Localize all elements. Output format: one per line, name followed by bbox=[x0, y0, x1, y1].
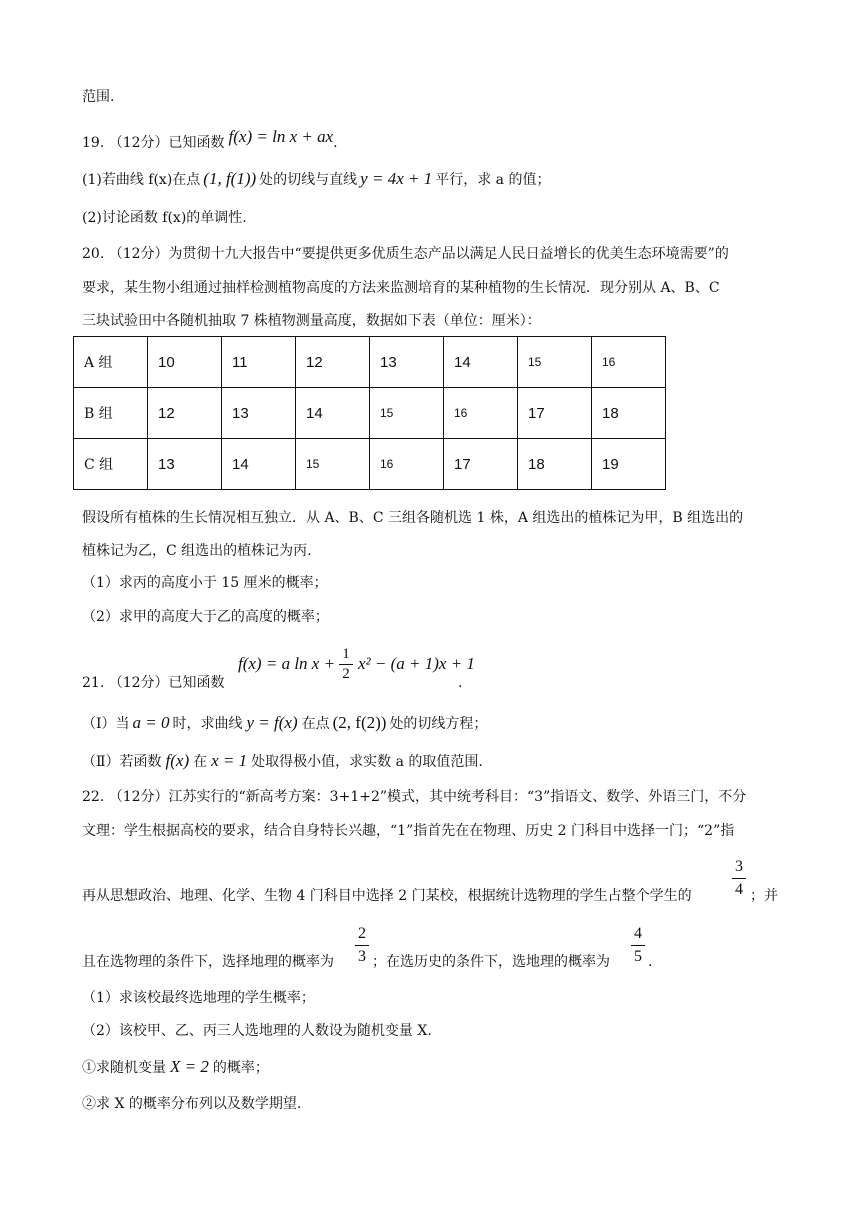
fraction: 2 3 bbox=[355, 923, 369, 968]
question-22-part-2b: ②求 X 的概率分布列以及数学期望. bbox=[82, 1096, 302, 1112]
fraction: 4 5 bbox=[631, 923, 645, 968]
table-cell: 13 bbox=[370, 337, 444, 388]
text-line: ；在选历史的条件下，选地理的概率为 bbox=[372, 954, 610, 970]
text-line: 范围. bbox=[82, 89, 115, 105]
table-cell: 15 bbox=[370, 388, 444, 439]
row-label: B 组 bbox=[74, 388, 148, 439]
table-cell: 14 bbox=[444, 337, 518, 388]
fraction: 3 4 bbox=[732, 856, 746, 901]
question-20-line: 20. （12分）为贯彻十九大报告中“要提供更多优质生态产品以满足人民日益增长的优美生态环境需要”的 bbox=[82, 246, 729, 262]
question-21-part-2: （Ⅱ）若函数 f(x) 在 x = 1 处取得极小值，求实数 a 的取值范围. bbox=[82, 751, 483, 770]
text-line: . bbox=[648, 954, 653, 970]
question-22-part-2a: ①求随机变量 X = 2 的概率； bbox=[82, 1057, 269, 1076]
table-cell: 12 bbox=[296, 337, 370, 388]
question-20-line: 要求，某生物小组通过抽样检测植物高度的方法来监测培育的某种植物的生长情况．现分别从 A、B、C bbox=[82, 280, 720, 296]
table-cell: 19 bbox=[592, 439, 666, 490]
formula: (1, f(1)) bbox=[203, 169, 257, 188]
question-22-part-1: （1）求该校最终选地理的学生概率； bbox=[82, 990, 315, 1006]
fraction: 1 2 bbox=[339, 645, 353, 684]
table-cell: 18 bbox=[592, 388, 666, 439]
row-label: A 组 bbox=[74, 337, 148, 388]
question-20-line: 植株记为乙，C 组选出的植株记为丙. bbox=[82, 543, 312, 559]
table-cell: 13 bbox=[148, 439, 222, 490]
table-cell: 17 bbox=[444, 439, 518, 490]
question-22-line: 再从思想政治、地理、化学、生物 4 门科目中选择 2 门某校，根据统计选物理的学生占整个学生的 bbox=[82, 888, 692, 904]
question-22-line: 且在选物理的条件下，选择地理的概率为 bbox=[82, 954, 334, 970]
table-cell: 16 bbox=[444, 388, 518, 439]
table-cell: 16 bbox=[592, 337, 666, 388]
question-22-part-2: （2）该校甲、乙、丙三人选地理的人数设为随机变量 X. bbox=[82, 1023, 432, 1039]
formula: x² − (a + 1)x + 1 bbox=[358, 654, 475, 673]
row-label: C 组 bbox=[74, 439, 148, 490]
question-19-title: 19. （12分）已知函数 f(x) = ln x + ax. bbox=[82, 127, 338, 151]
question-21-part-1: （I）当 a = 0 时，求曲线 y = f(x) 在点 (2, f(2)) 处的切线方程； bbox=[82, 713, 488, 732]
text-line: . bbox=[458, 675, 463, 691]
data-table bbox=[73, 336, 666, 490]
table-row bbox=[74, 337, 666, 388]
table-cell: 12 bbox=[148, 388, 222, 439]
question-19-part-1: (1)若曲线 f(x)在点 (1, f(1)) 处的切线与直线 y = 4x + 1 平行，求 a 的值； bbox=[82, 169, 551, 188]
table-row bbox=[74, 439, 666, 490]
question-20-part-1: （1）求丙的高度小于 15 厘米的概率； bbox=[82, 575, 328, 591]
question-19-part-2: (2)讨论函数 f(x)的单调性. bbox=[82, 210, 247, 226]
question-20-line: 三块试验田中各随机抽取 7 株植物测量高度，数据如下表（单位：厘米）： bbox=[82, 313, 541, 329]
table-cell: 10 bbox=[148, 337, 222, 388]
question-20-line: 假设所有植株的生长情况相互独立．从 A、B、C 三组各随机选 1 株，A 组选出的植株记为甲，B 组选出的 bbox=[82, 510, 744, 526]
table-cell: 15 bbox=[518, 337, 592, 388]
table-cell: 18 bbox=[518, 439, 592, 490]
table-row bbox=[74, 388, 666, 439]
table-cell: 14 bbox=[296, 388, 370, 439]
table-cell: 11 bbox=[222, 337, 296, 388]
formula: y = 4x + 1 bbox=[360, 169, 433, 188]
question-20-part-2: （2）求甲的高度大于乙的高度的概率； bbox=[82, 609, 329, 625]
table-cell: 14 bbox=[222, 439, 296, 490]
table-cell: 17 bbox=[518, 388, 592, 439]
question-21-title: 21. （12分）已知函数 bbox=[82, 675, 225, 691]
table-cell: 16 bbox=[370, 439, 444, 490]
formula: f(x) = a ln x + bbox=[238, 654, 336, 673]
formula: f(x) = ln x + ax bbox=[228, 127, 334, 146]
question-22-line: 文理：学生根据高校的要求，结合自身特长兴趣，“1”指首先在在物理、历史 2 门科目中选择一门；“2”指 bbox=[82, 823, 735, 839]
table-cell: 13 bbox=[222, 388, 296, 439]
text-line: ；并 bbox=[750, 888, 778, 904]
question-22-line: 22. （12分）江苏实行的“新高考方案：3+1+2”模式，其中统考科目：“3”指语文、数学、外语三门，不分 bbox=[82, 789, 747, 805]
table-cell: 15 bbox=[296, 439, 370, 490]
